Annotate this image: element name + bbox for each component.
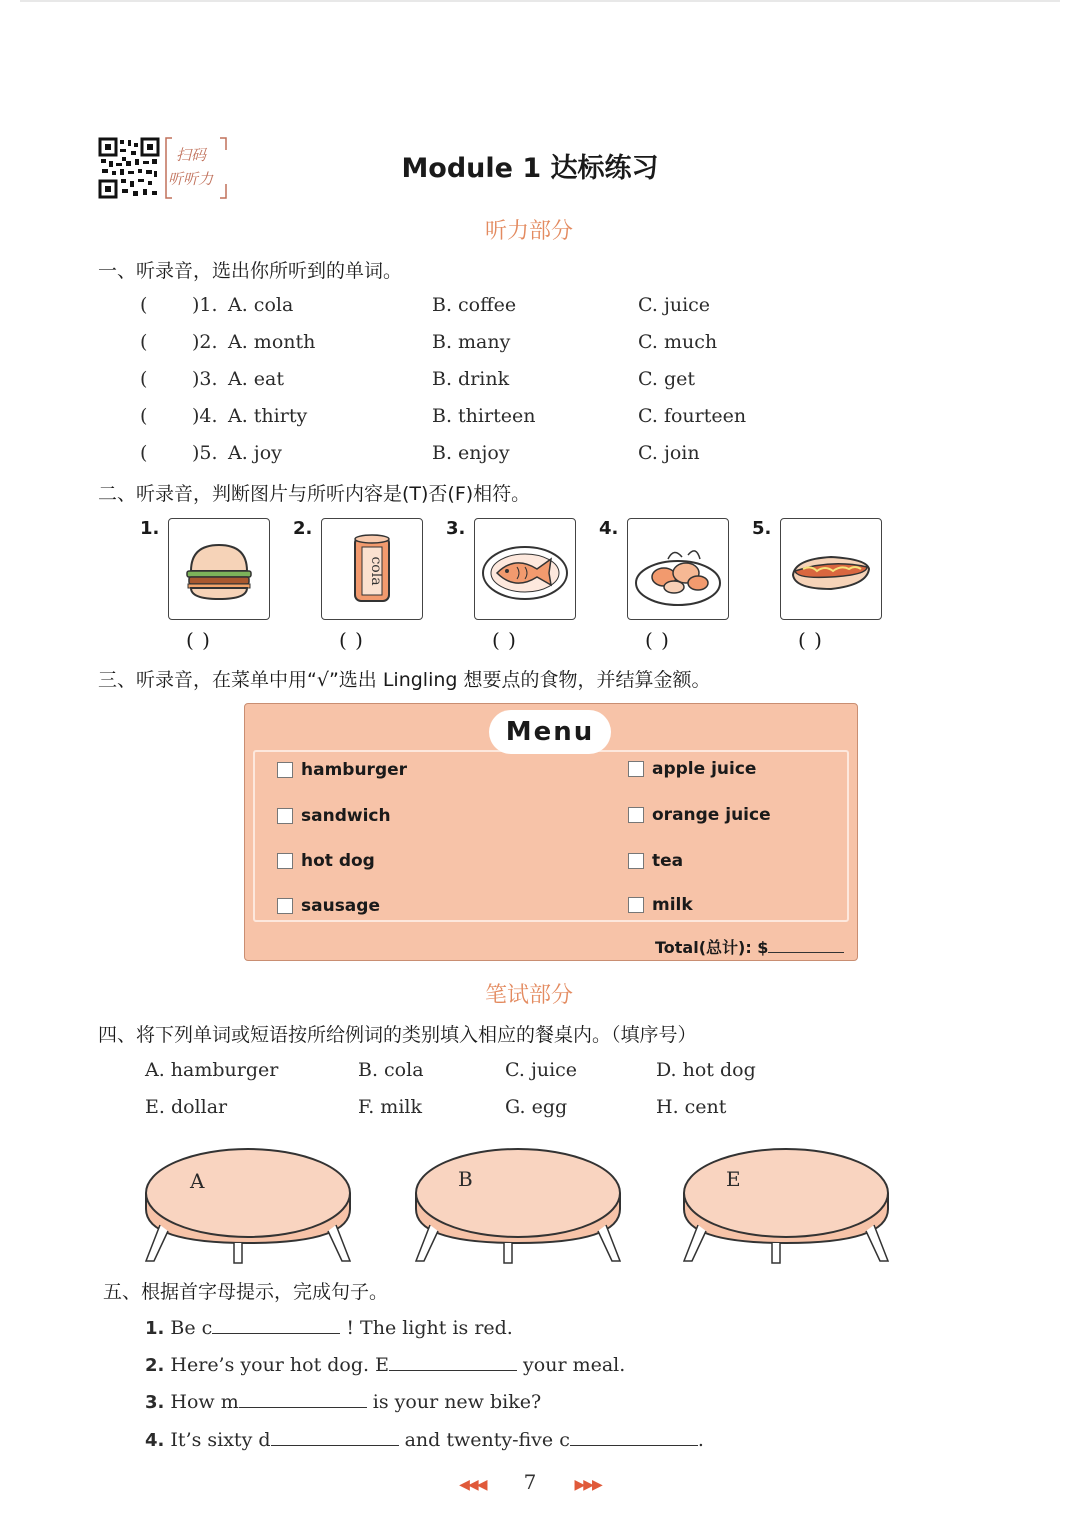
menu-item-sausage[interactable] bbox=[277, 896, 380, 916]
word-option: E. dollar bbox=[145, 1096, 228, 1118]
option-c: C. juice bbox=[638, 294, 711, 316]
q1-item-number: )4. bbox=[192, 405, 218, 427]
option-b: B. drink bbox=[432, 368, 510, 390]
sentence-number: 1. bbox=[145, 1318, 165, 1339]
word-option: D. hot dog bbox=[656, 1059, 756, 1081]
sentence-number: 2. bbox=[145, 1355, 165, 1376]
checkbox[interactable] bbox=[628, 807, 644, 823]
checkbox[interactable] bbox=[628, 897, 644, 913]
option-b: B. enjoy bbox=[432, 442, 510, 464]
total-row bbox=[655, 932, 844, 958]
q1-item-number: )3. bbox=[192, 368, 218, 390]
hot-dog-icon bbox=[780, 518, 882, 620]
round-table-e[interactable] bbox=[678, 1133, 894, 1265]
q5-instruction: 五、根据首字母提示，完成句子。 bbox=[103, 1281, 389, 1303]
prev-arrows-icon[interactable]: ◀◀◀ bbox=[459, 1477, 486, 1493]
word-option: C. juice bbox=[505, 1059, 578, 1081]
option-b: B. coffee bbox=[432, 294, 517, 316]
option-b: B. thirteen bbox=[432, 405, 536, 427]
answer-blank[interactable] bbox=[389, 1350, 517, 1371]
checkbox[interactable] bbox=[277, 762, 293, 778]
word-option: F. milk bbox=[358, 1096, 422, 1118]
checkbox[interactable] bbox=[628, 761, 644, 777]
page-title: Module 1 达标练习 bbox=[401, 153, 659, 184]
next-arrows-icon[interactable]: ▶▶▶ bbox=[574, 1477, 601, 1493]
q2-instruction: 二、听录音，判断图片与所听内容是(T)否(F)相符。 bbox=[98, 483, 531, 505]
option-a: A. thirty bbox=[228, 405, 308, 427]
tf-answer-paren: ( ) bbox=[339, 628, 364, 652]
sentence-1 bbox=[145, 1313, 513, 1339]
q4-instruction: 四、将下列单词或短语按所给例词的类别填入相应的餐桌内。（填序号） bbox=[98, 1024, 697, 1046]
sentence-text: ! The light is red. bbox=[346, 1317, 513, 1339]
menu-item-orange-juice[interactable] bbox=[628, 805, 771, 825]
tf-answer-paren: ( ) bbox=[492, 628, 517, 652]
checkbox[interactable] bbox=[277, 808, 293, 824]
sentence-text: . bbox=[697, 1429, 704, 1451]
food-plate-icon bbox=[627, 518, 729, 620]
cola-can-icon bbox=[321, 518, 423, 620]
menu-item-milk[interactable] bbox=[628, 895, 693, 915]
total-label: Total(总计): $ bbox=[655, 938, 769, 957]
option-a: A. month bbox=[228, 331, 316, 353]
tf-answer-paren: ( ) bbox=[798, 628, 823, 652]
round-table-b[interactable] bbox=[410, 1133, 626, 1265]
scan-text-line2: 听听力 bbox=[168, 170, 214, 188]
menu-item-hot-dog[interactable] bbox=[277, 851, 375, 871]
menu-item-label: hot dog bbox=[301, 851, 375, 871]
checkbox[interactable] bbox=[277, 898, 293, 914]
sentence-3 bbox=[145, 1387, 541, 1413]
q1-instruction: 一、听录音，选出你所听到的单词。 bbox=[98, 260, 403, 282]
menu-item-label: milk bbox=[652, 895, 693, 915]
sentence-text: It’s sixty d bbox=[170, 1429, 271, 1451]
menu-title: Menu bbox=[489, 710, 611, 754]
answer-paren-open: ( bbox=[140, 294, 148, 316]
sentence-2 bbox=[145, 1350, 625, 1376]
q3-instruction: 三、听录音，在菜单中用“√”选出 Lingling 想要点的食物，并结算金额。 bbox=[98, 669, 711, 691]
answer-blank[interactable] bbox=[239, 1387, 367, 1408]
round-table-a[interactable] bbox=[140, 1133, 356, 1265]
fish-plate-icon bbox=[474, 518, 576, 620]
menu-item-label: hamburger bbox=[301, 760, 408, 780]
hamburger-icon bbox=[168, 518, 270, 620]
writing-heading: 笔试部分 bbox=[484, 983, 573, 1008]
picture-number: 5. bbox=[752, 518, 772, 539]
menu-item-label: tea bbox=[652, 851, 684, 871]
option-a: A. eat bbox=[228, 368, 285, 390]
answer-blank[interactable] bbox=[570, 1425, 698, 1446]
option-c: C. get bbox=[638, 368, 695, 390]
picture-number: 1. bbox=[140, 518, 160, 539]
sentence-text: your meal. bbox=[523, 1354, 626, 1376]
menu-item-hamburger[interactable] bbox=[277, 760, 407, 780]
answer-blank[interactable] bbox=[271, 1425, 399, 1446]
menu-item-sandwich[interactable] bbox=[277, 806, 391, 826]
menu-item-apple-juice[interactable] bbox=[628, 759, 756, 779]
tf-answer-paren: ( ) bbox=[645, 628, 670, 652]
option-c: C. much bbox=[638, 331, 718, 353]
tf-answer-paren: ( ) bbox=[186, 628, 211, 652]
menu-item-label: sausage bbox=[301, 896, 380, 916]
answer-paren-open: ( bbox=[140, 442, 148, 464]
table-label: A bbox=[190, 1169, 205, 1193]
menu-item-label: apple juice bbox=[652, 759, 757, 779]
picture-number: 2. bbox=[293, 518, 313, 539]
q1-item-number: )5. bbox=[192, 442, 218, 464]
page-footer bbox=[0, 1470, 1060, 1494]
menu-item-label: sandwich bbox=[301, 806, 391, 826]
sentence-text: Be c bbox=[170, 1317, 213, 1339]
sentence-number: 4. bbox=[145, 1430, 165, 1451]
word-option: A. hamburger bbox=[145, 1059, 279, 1081]
word-option: B. cola bbox=[358, 1059, 424, 1081]
menu-item-tea[interactable] bbox=[628, 851, 683, 871]
top-border bbox=[20, 0, 1060, 2]
option-a: A. cola bbox=[228, 294, 294, 316]
can-label: cola bbox=[368, 556, 384, 586]
option-b: B. many bbox=[432, 331, 511, 353]
picture-number: 3. bbox=[446, 518, 466, 539]
answer-paren-open: ( bbox=[140, 405, 148, 427]
table-label: E bbox=[726, 1167, 741, 1191]
option-a: A. joy bbox=[228, 442, 282, 464]
listening-heading: 听力部分 bbox=[484, 219, 573, 244]
word-option: G. egg bbox=[505, 1096, 568, 1118]
picture-number: 4. bbox=[599, 518, 619, 539]
checkbox[interactable] bbox=[628, 853, 644, 869]
sentence-text: and twenty-five c bbox=[404, 1429, 570, 1451]
option-c: C. join bbox=[638, 442, 700, 464]
page-number: 7 bbox=[523, 1470, 537, 1494]
answer-blank[interactable] bbox=[212, 1313, 340, 1334]
sentence-text: Here’s your hot dog. E bbox=[170, 1354, 389, 1376]
sentence-text: is your new bike? bbox=[372, 1391, 542, 1413]
sentence-text: How m bbox=[170, 1391, 239, 1413]
checkbox[interactable] bbox=[277, 853, 293, 869]
total-blank[interactable] bbox=[768, 932, 844, 953]
sentence-number: 3. bbox=[145, 1392, 165, 1413]
table-label: B bbox=[458, 1167, 473, 1191]
q1-item-number: )1. bbox=[192, 294, 218, 316]
word-option: H. cent bbox=[656, 1096, 727, 1118]
q1-item-number: )2. bbox=[192, 331, 218, 353]
menu-card bbox=[244, 703, 858, 961]
answer-paren-open: ( bbox=[140, 368, 148, 390]
option-c: C. fourteen bbox=[638, 405, 747, 427]
scan-text-line1: 扫码 bbox=[176, 146, 207, 164]
sentence-4 bbox=[145, 1425, 704, 1451]
menu-item-label: orange juice bbox=[652, 805, 771, 825]
answer-paren-open: ( bbox=[140, 331, 148, 353]
